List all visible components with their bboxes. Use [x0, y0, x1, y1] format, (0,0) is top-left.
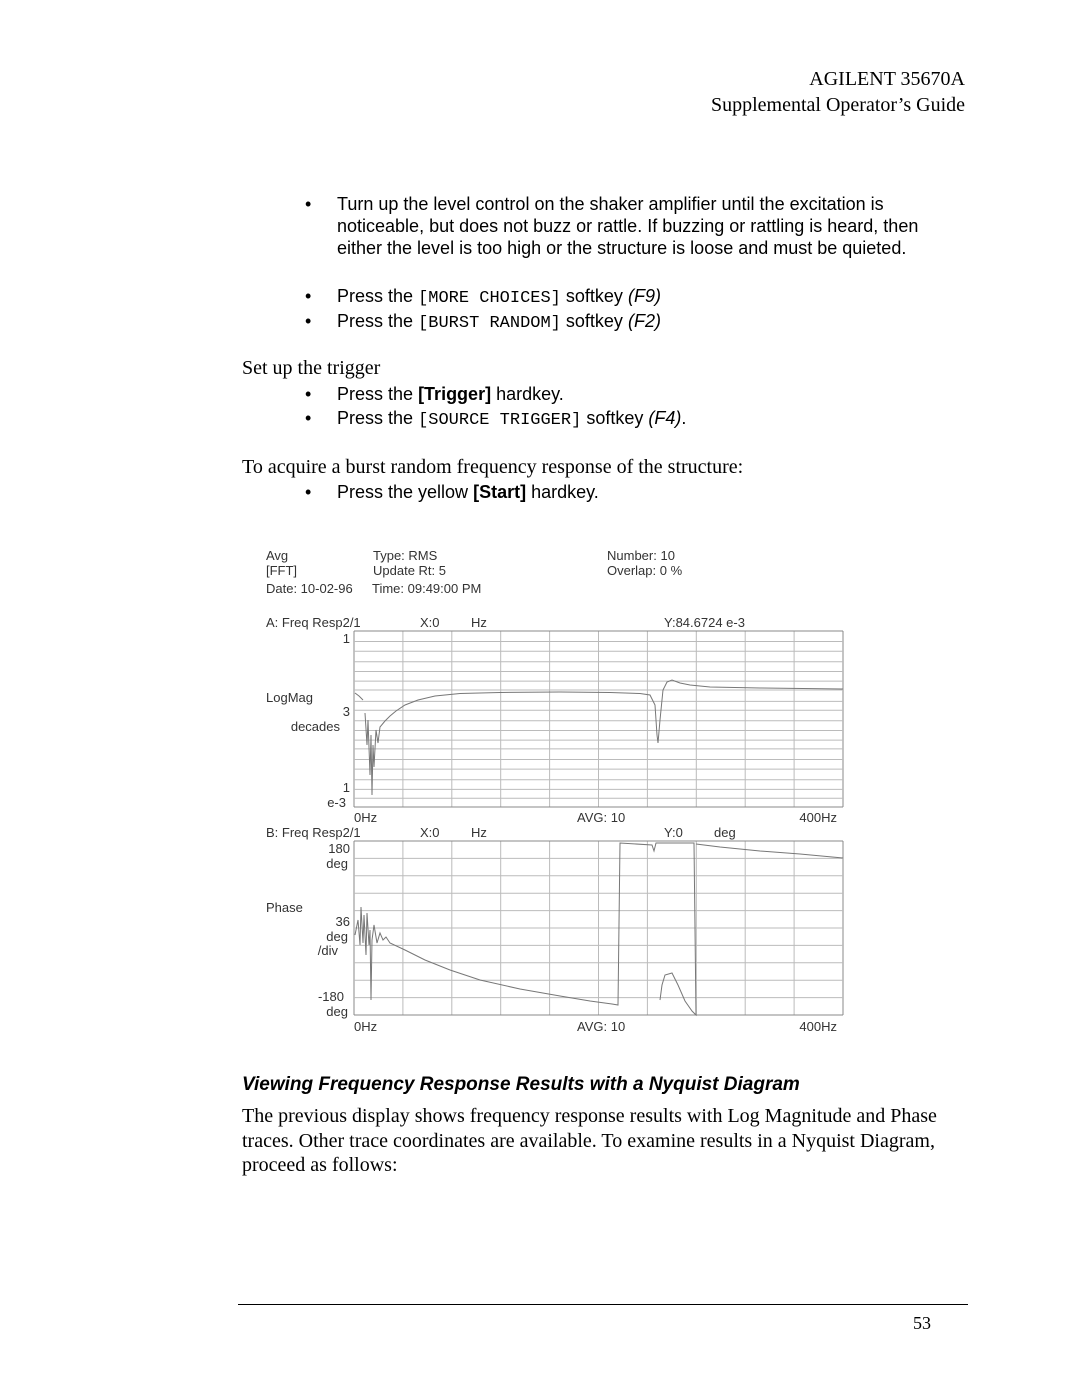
status-number: Number: 10: [607, 548, 675, 563]
status-type: Type: RMS: [373, 548, 438, 563]
status-fft: [FFT]: [266, 563, 298, 578]
bullet-dot: •: [305, 408, 312, 428]
bullet-text: Press the: [337, 384, 414, 404]
bullet-text: .: [681, 408, 687, 428]
bullet-text: hardkey.: [531, 482, 599, 502]
trace-b-scale-3: /div: [317, 943, 338, 958]
trace-a-scale-unit: decades: [290, 719, 340, 734]
trace-a-bottom-2: e-3: [327, 795, 346, 810]
bullet-text: softkey: [565, 311, 623, 331]
bullet-dot: •: [305, 384, 312, 404]
status-time: Time: 09:49:00 PM: [372, 581, 482, 596]
trace-a-title: A: Freq Resp2/1: [266, 615, 361, 630]
trace-b-scale-1: 36: [335, 914, 350, 929]
hardkey-label: [Trigger]: [418, 384, 492, 404]
trace-a-x-start: 0Hz: [354, 810, 378, 825]
function-key-label: (F2): [627, 311, 661, 331]
trace-a-bottom-1: 1: [342, 780, 350, 795]
trace-b-scale-2: deg: [326, 929, 348, 944]
doc-subtitle: Supplemental Operator’s Guide: [710, 94, 965, 116]
status-update: Update Rt: 5: [373, 563, 446, 578]
trace-b-x-end: 400Hz: [799, 1019, 837, 1034]
bullet-dot: •: [305, 286, 312, 306]
bullet-text: hardkey.: [496, 384, 564, 404]
function-key-label: (F4): [648, 408, 682, 428]
trace-b-avg: AVG: 10: [577, 1019, 626, 1034]
trace-b-y: Y:0: [664, 825, 683, 840]
trace-a-x-end: 400Hz: [799, 810, 837, 825]
bullet-text: Press the: [337, 286, 414, 306]
status-date: Date: 10-02-96: [266, 581, 353, 596]
trace-a-grid: [354, 631, 843, 807]
trace-b-bottom-2: deg: [326, 1004, 348, 1019]
footer-divider: [238, 1304, 968, 1305]
trace-b-scale-type: Phase: [266, 900, 303, 915]
trace-b-x-unit: Hz: [471, 825, 487, 840]
trace-b-title: B: Freq Resp2/1: [266, 825, 361, 840]
hardkey-label: [Start]: [473, 482, 527, 502]
trace-b-top-2: deg: [326, 856, 348, 871]
section-heading-trigger: Set up the trigger: [242, 357, 381, 379]
trace-b-x-start: 0Hz: [354, 1019, 378, 1034]
trace-b-grid: [354, 841, 843, 1015]
trace-a-y: Y:84.6724 e-3: [664, 615, 745, 630]
bullet-text: Turn up the level control on the shaker amplifier until the excitation is noticeable, but does not buzz or rattle. If buzzing or rattling is heard, then either the level is too high or the structure is loose and must be quieted.: [337, 194, 919, 258]
status-avg: Avg: [266, 548, 289, 563]
trace-a-scale-val: 3: [342, 704, 350, 719]
trace-a-scale-type: LogMag: [266, 690, 313, 705]
trace-b-bottom-1: -180: [317, 989, 344, 1004]
trace-a-top: 1: [342, 631, 350, 646]
trace-a-avg: AVG: 10: [577, 810, 626, 825]
page-number: 53: [913, 1313, 931, 1333]
bullet-dot: •: [305, 482, 312, 502]
function-key-label: (F9): [627, 286, 661, 306]
softkey-label: [BURST RANDOM]: [418, 314, 561, 333]
trace-a-x-unit: Hz: [471, 615, 487, 630]
status-overlap: Overlap: 0 %: [607, 563, 683, 578]
doc-title: AGILENT 35670A: [809, 68, 965, 90]
trace-b-y-unit: deg: [714, 825, 736, 840]
analyzer-screen: [260, 545, 850, 1040]
bullet-text: softkey: [565, 286, 623, 306]
page-header: [711, 66, 965, 118]
bullet-text: Press the yellow: [337, 482, 469, 502]
section-heading-nyquist: Viewing Frequency Response Results with a Nyquist Diagram: [242, 1074, 800, 1095]
bullet-text: Press the: [337, 311, 414, 331]
softkey-label: [MORE CHOICES]: [418, 289, 561, 308]
section-heading-acquire: To acquire a burst random frequency response of the structure:: [242, 456, 744, 478]
trace-b-x: X:0: [420, 825, 440, 840]
bullet-dot: •: [305, 194, 312, 214]
trace-a-x: X:0: [420, 615, 440, 630]
softkey-label: [SOURCE TRIGGER]: [418, 411, 582, 430]
nyquist-paragraph: The previous display shows frequency response results with Log Magnitude and Phase traces. Other trace coordinates are available. To examine results in a Nyquist Diagram, proceed as follows:: [242, 1105, 937, 1176]
trace-b-top-1: 180: [328, 841, 350, 856]
bullet-text: softkey: [586, 408, 644, 428]
bullet-dot: •: [305, 311, 312, 331]
bullet-text: Press the: [337, 408, 414, 428]
